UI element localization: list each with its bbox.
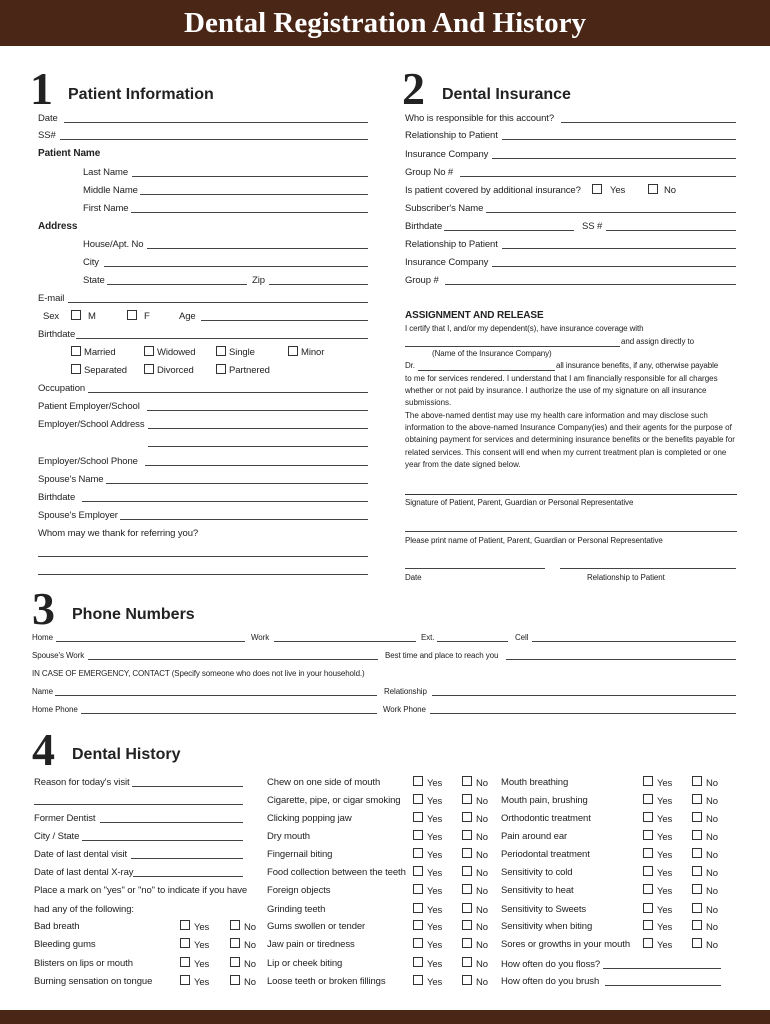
group2-field[interactable] [445,284,736,285]
first-name-field[interactable] [131,212,368,213]
last-visit-field[interactable] [131,858,243,859]
middle-name-field[interactable] [140,194,368,195]
section-number: 2 [402,63,425,114]
yes-label: Yes [427,905,443,916]
yes-label: Yes [657,832,673,843]
no-checkbox[interactable] [692,794,702,804]
yes-label: Yes [427,977,443,988]
no-checkbox[interactable] [692,920,702,930]
brush-field[interactable] [605,985,721,986]
release-line-4b: all insurance benefits, if any, otherwise payable [556,361,719,370]
last-name-field[interactable] [132,176,368,177]
yes-label: Yes [657,868,673,879]
city-field[interactable] [104,266,368,267]
emergency-work-label: Work Phone [383,705,426,714]
yes-label: Yes [427,850,443,861]
no-checkbox[interactable] [462,920,472,930]
city-label: City [83,257,99,268]
yes-label: Yes [657,796,673,807]
last-visit-label: Date of last dental visit [34,849,128,860]
condition-label: Bad breath [34,921,80,932]
yes-label: Yes [194,977,210,988]
referral-label: Whom may we thank for referring you? [38,528,199,539]
additional-insurance-label: Is patient covered by additional insurance? [405,185,581,196]
footer-bar [0,1010,770,1024]
condition-label: Sensitivity to cold [501,867,573,878]
condition-label: Sensitivity to heat [501,885,574,896]
sex-f-checkbox[interactable] [127,310,137,320]
yes-label: Yes [657,905,673,916]
yes-checkbox[interactable] [643,812,653,822]
condition-label: Pain around ear [501,831,568,842]
spouse-employer-label: Spouse's Employer [38,510,118,521]
no-label: No [706,796,718,807]
house-field[interactable] [147,248,368,249]
insurance-company2-field[interactable] [492,266,736,267]
responsible-label: Who is responsible for this account? [405,113,555,124]
yes-checkbox[interactable] [413,975,423,985]
yes-checkbox[interactable] [643,794,653,804]
cell-phone-field[interactable] [532,641,736,642]
yes-checkbox[interactable] [413,920,423,930]
yes-label: Yes [657,814,673,825]
condition-label: Grinding teeth [267,904,326,915]
page-title: Dental Registration And History [0,0,770,46]
employer-address-field-2[interactable] [148,446,368,447]
yes-checkbox[interactable] [413,866,423,876]
group2-label: Group # [405,275,439,286]
release-body-2: The above-named dentist may use my health care information and may disclose such information to the above-named Insurance Company(ies) and their agents for the purpose of obtaining payment for services and determining insurance benefits or the benefits payable for related services. This consent will end when my current treatment plan is completed or one year from the date signed below. [405,411,735,469]
group-no-field[interactable] [460,176,736,177]
yes-label: Yes [194,940,210,951]
relationship-label: Relationship to Patient [405,130,498,141]
married-checkbox[interactable] [71,346,81,356]
subscriber-label: Subscriber's Name [405,203,484,214]
zip-field[interactable] [269,284,368,285]
print-name-field[interactable] [405,531,737,532]
cell-label: Cell [515,633,529,642]
condition-label: Sensitivity to Sweets [501,904,587,915]
condition-label: Foreign objects [267,885,331,896]
condition-label: Food collection between the teeth [267,867,406,878]
yes-label: Yes [427,886,443,897]
brush-label: How often do you brush [501,976,600,987]
floss-field[interactable] [603,968,721,969]
no-checkbox[interactable] [692,848,702,858]
yes-checkbox[interactable] [180,938,190,948]
emergency-work-field[interactable] [430,713,736,714]
no-label: No [706,778,718,789]
birthdate-label: Birthdate [38,329,76,340]
email-field[interactable] [68,302,368,303]
divorced-checkbox[interactable] [144,364,154,374]
reason-field-2[interactable] [34,804,243,805]
emergency-relationship-label: Relationship [384,687,427,696]
widowed-label: Widowed [157,347,196,358]
married-label: Married [84,347,116,358]
email-label: E-mail [38,293,65,304]
condition-label: Gums swollen or tender [267,921,366,932]
no-checkbox[interactable] [692,830,702,840]
yes-checkbox[interactable] [180,975,190,985]
no-checkbox[interactable] [462,884,472,894]
no-checkbox[interactable] [692,884,702,894]
city-state-field[interactable] [82,840,243,841]
no-label: No [476,832,488,843]
condition-label: Burning sensation on tongue [34,976,153,987]
widowed-checkbox[interactable] [144,346,154,356]
employer-phone-field[interactable] [145,465,368,466]
no-label: No [476,796,488,807]
yes-checkbox[interactable] [643,776,653,786]
additional-yes-checkbox[interactable] [592,184,602,194]
section-title: Dental Insurance [442,86,571,103]
no-checkbox[interactable] [462,975,472,985]
yes-checkbox[interactable] [180,957,190,967]
spouse-work-label: Spouse's Work [32,651,85,660]
emergency-name-field[interactable] [55,695,377,696]
section-title: Dental History [72,746,181,763]
no-checkbox[interactable] [462,812,472,822]
release-heading: ASSIGNMENT AND RELEASE [405,310,544,321]
no-label: No [244,959,256,970]
section-number: 3 [32,583,55,634]
yes-checkbox[interactable] [643,884,653,894]
condition-label: Orthodontic treatment [501,813,591,824]
work-phone-field[interactable] [274,641,416,642]
yes-checkbox[interactable] [413,957,423,967]
home-phone-field[interactable] [56,641,245,642]
yes-label: Yes [427,940,443,951]
separated-label: Separated [84,365,127,376]
release-line-4a: Dr. [405,361,415,370]
yes-label: Yes [427,868,443,879]
condition-label: Mouth breathing [501,777,569,788]
no-label: No [476,778,488,789]
yes-checkbox[interactable] [413,830,423,840]
signature-label: Signature of Patient, Parent, Guardian or Personal Representative [405,498,634,507]
section-title: Phone Numbers [72,606,195,623]
city-state-label: City / State [34,831,80,842]
no-label: No [244,977,256,988]
separated-checkbox[interactable] [71,364,81,374]
no-label: No [706,940,718,951]
ssn-label: SS# [38,130,56,141]
no-label: No [476,922,488,933]
no-label: No [476,905,488,916]
yes-label: Yes [427,778,443,789]
spouse-work-field[interactable] [88,659,378,660]
no-checkbox[interactable] [692,812,702,822]
partnered-checkbox[interactable] [216,364,226,374]
no-label: No [476,940,488,951]
release-line-1: I certify that I, and/or my dependent(s), have insurance coverage with [405,324,644,333]
no-label: No [706,868,718,879]
no-label: No [706,850,718,861]
insurance-company-field[interactable] [492,158,736,159]
yes-label: Yes [427,922,443,933]
yes-checkbox[interactable] [413,794,423,804]
former-dentist-label: Former Dentist [34,813,96,824]
spouse-name-label: Spouse's Name [38,474,104,485]
instruction-1: Place a mark on "yes" or "no" to indicate if you have [34,885,248,896]
spouse-birthdate-field[interactable] [82,501,368,502]
no-checkbox[interactable] [230,938,240,948]
no-checkbox[interactable] [462,848,472,858]
condition-label: Loose teeth or broken fillings [267,976,386,987]
no-label: No [706,886,718,897]
house-label: House/Apt. No [83,239,144,250]
ext-label: Ext. [421,633,435,642]
release-date-field[interactable] [405,568,545,569]
spouse-birthdate-label: Birthdate [38,492,76,503]
home-label: Home [32,633,53,642]
yes-checkbox[interactable] [413,903,423,913]
last-name-label: Last Name [83,167,129,178]
condition-label: Dry mouth [267,831,310,842]
no-label: No [244,940,256,951]
ins-ss-field[interactable] [606,230,736,231]
no-checkbox[interactable] [692,776,702,786]
best-time-label: Best time and place to reach you [385,651,499,660]
condition-label: Cigarette, pipe, or cigar smoking [267,795,401,806]
release-relationship-field[interactable] [560,568,736,569]
divorced-label: Divorced [157,365,194,376]
dentist-name-field[interactable] [418,370,555,371]
group-no-label: Group No # [405,167,454,178]
employer-address-label: Employer/School Address [38,419,145,430]
insurance-company2-label: Insurance Company [405,257,489,268]
emergency-label: IN CASE OF EMERGENCY, CONTACT (Specify someone who does not live in your household.) [32,669,365,678]
insurance-company-name-field[interactable] [405,346,620,347]
additional-no-label: No [664,185,676,196]
no-label: No [476,814,488,825]
no-checkbox[interactable] [462,776,472,786]
best-time-field[interactable] [506,659,736,660]
no-checkbox[interactable] [692,866,702,876]
print-name-label: Please print name of Patient, Parent, Guardian or Personal Representative [405,536,663,545]
yes-label: Yes [427,796,443,807]
referral-field[interactable] [38,556,368,557]
reason-field[interactable] [132,786,243,787]
no-label: No [706,832,718,843]
no-checkbox[interactable] [230,957,240,967]
middle-name-label: Middle Name [83,185,138,196]
no-label: No [706,905,718,916]
age-label: Age [179,311,196,322]
emergency-home-label: Home Phone [32,705,78,714]
no-label: No [476,886,488,897]
release-date-label: Date [405,573,422,582]
employer-label: Patient Employer/School [38,401,140,412]
address-heading: Address [38,221,78,232]
referral-field-2[interactable] [38,574,368,575]
signature-field[interactable] [405,494,737,495]
condition-label: Sores or growths in your mouth [501,939,631,950]
yes-checkbox[interactable] [180,920,190,930]
occupation-label: Occupation [38,383,86,394]
sex-label: Sex [43,311,60,322]
release-line-3: (Name of the Insurance Company) [432,349,552,358]
date-field[interactable] [64,122,368,123]
condition-label: Jaw pain or tiredness [267,939,355,950]
birthdate-field[interactable] [76,338,368,339]
yes-checkbox[interactable] [643,830,653,840]
floss-label: How often do you floss? [501,959,601,970]
emergency-name-label: Name [32,687,53,696]
employer-phone-label: Employer/School Phone [38,456,138,467]
yes-label: Yes [657,940,673,951]
single-label: Single [229,347,255,358]
yes-checkbox[interactable] [413,884,423,894]
last-xray-field[interactable] [133,876,243,877]
section-number: 4 [32,724,55,775]
instruction-2: had any of the following: [34,904,134,915]
yes-label: Yes [427,832,443,843]
occupation-field[interactable] [88,392,368,393]
employer-address-field[interactable] [148,428,368,429]
no-checkbox[interactable] [692,938,702,948]
sex-f-label: F [144,311,150,322]
condition-label: Lip or cheek biting [267,958,343,969]
patient-name-heading: Patient Name [38,148,101,159]
yes-label: Yes [427,959,443,970]
age-field[interactable] [201,320,368,321]
condition-label: Mouth pain, brushing [501,795,588,806]
no-label: No [476,850,488,861]
partnered-label: Partnered [229,365,270,376]
yes-checkbox[interactable] [643,938,653,948]
yes-label: Yes [657,922,673,933]
no-checkbox[interactable] [462,957,472,967]
ins-birthdate-label: Birthdate [405,221,443,232]
condition-label: Sensitivity when biting [501,921,593,932]
no-label: No [706,922,718,933]
last-xray-label: Date of last dental X-ray [34,867,134,878]
release-line-2: and assign directly to [621,337,694,346]
yes-label: Yes [194,959,210,970]
no-label: No [476,959,488,970]
sex-m-checkbox[interactable] [71,310,81,320]
section-number: 1 [30,63,53,114]
yes-label: Yes [657,850,673,861]
minor-checkbox[interactable] [288,346,298,356]
yes-checkbox[interactable] [413,848,423,858]
ins-ss-label: SS # [582,221,603,232]
yes-checkbox[interactable] [643,848,653,858]
release-body: to me for services rendered. I understand that I am financially responsible for all charges whether or not paid by insurance. I authorize the use of my signature on all insurance submissions. [405,374,718,408]
relationship2-label: Relationship to Patient [405,239,498,250]
yes-label: Yes [427,814,443,825]
yes-label: Yes [657,886,673,897]
ext-field[interactable] [437,641,508,642]
reason-label: Reason for today's visit [34,777,130,788]
spouse-name-field[interactable] [106,483,368,484]
yes-checkbox[interactable] [413,938,423,948]
section-title: Patient Information [68,86,214,103]
relationship2-field[interactable] [502,248,736,249]
employer-field[interactable] [147,410,368,411]
condition-label: Blisters on lips or mouth [34,958,133,969]
no-label: No [476,868,488,879]
zip-label: Zip [252,275,265,286]
no-checkbox[interactable] [692,903,702,913]
no-checkbox[interactable] [462,794,472,804]
condition-label: Bleeding gums [34,939,96,950]
no-checkbox[interactable] [462,938,472,948]
no-label: No [244,922,256,933]
no-checkbox[interactable] [462,903,472,913]
subscriber-field[interactable] [486,212,736,213]
relationship-field[interactable] [502,139,736,140]
additional-yes-label: Yes [610,185,626,196]
yes-label: Yes [657,778,673,789]
condition-label: Fingernail biting [267,849,333,860]
additional-no-checkbox[interactable] [648,184,658,194]
condition-label: Clicking popping jaw [267,813,352,824]
condition-label: Chew on one side of mouth [267,777,381,788]
ssn-field[interactable] [60,139,368,140]
no-checkbox[interactable] [230,920,240,930]
sex-m-label: M [88,311,96,322]
date-label: Date [38,113,58,124]
yes-checkbox[interactable] [413,776,423,786]
emergency-relationship-field[interactable] [432,695,736,696]
state-label: State [83,275,105,286]
no-label: No [706,814,718,825]
state-field[interactable] [107,284,247,285]
ins-birthdate-field[interactable] [444,230,574,231]
no-checkbox[interactable] [230,975,240,985]
responsible-field[interactable] [561,122,736,123]
former-dentist-field[interactable] [100,822,243,823]
yes-label: Yes [194,922,210,933]
yes-checkbox[interactable] [643,866,653,876]
release-relationship-label: Relationship to Patient [587,573,665,582]
no-checkbox[interactable] [462,866,472,876]
single-checkbox[interactable] [216,346,226,356]
no-checkbox[interactable] [462,830,472,840]
first-name-label: First Name [83,203,129,214]
no-label: No [476,977,488,988]
insurance-company-label: Insurance Company [405,149,489,160]
work-label: Work [251,633,270,642]
yes-checkbox[interactable] [643,920,653,930]
yes-checkbox[interactable] [643,903,653,913]
emergency-home-field[interactable] [81,713,377,714]
yes-checkbox[interactable] [413,812,423,822]
minor-label: Minor [301,347,325,358]
spouse-employer-field[interactable] [120,519,368,520]
condition-label: Periodontal treatment [501,849,590,860]
